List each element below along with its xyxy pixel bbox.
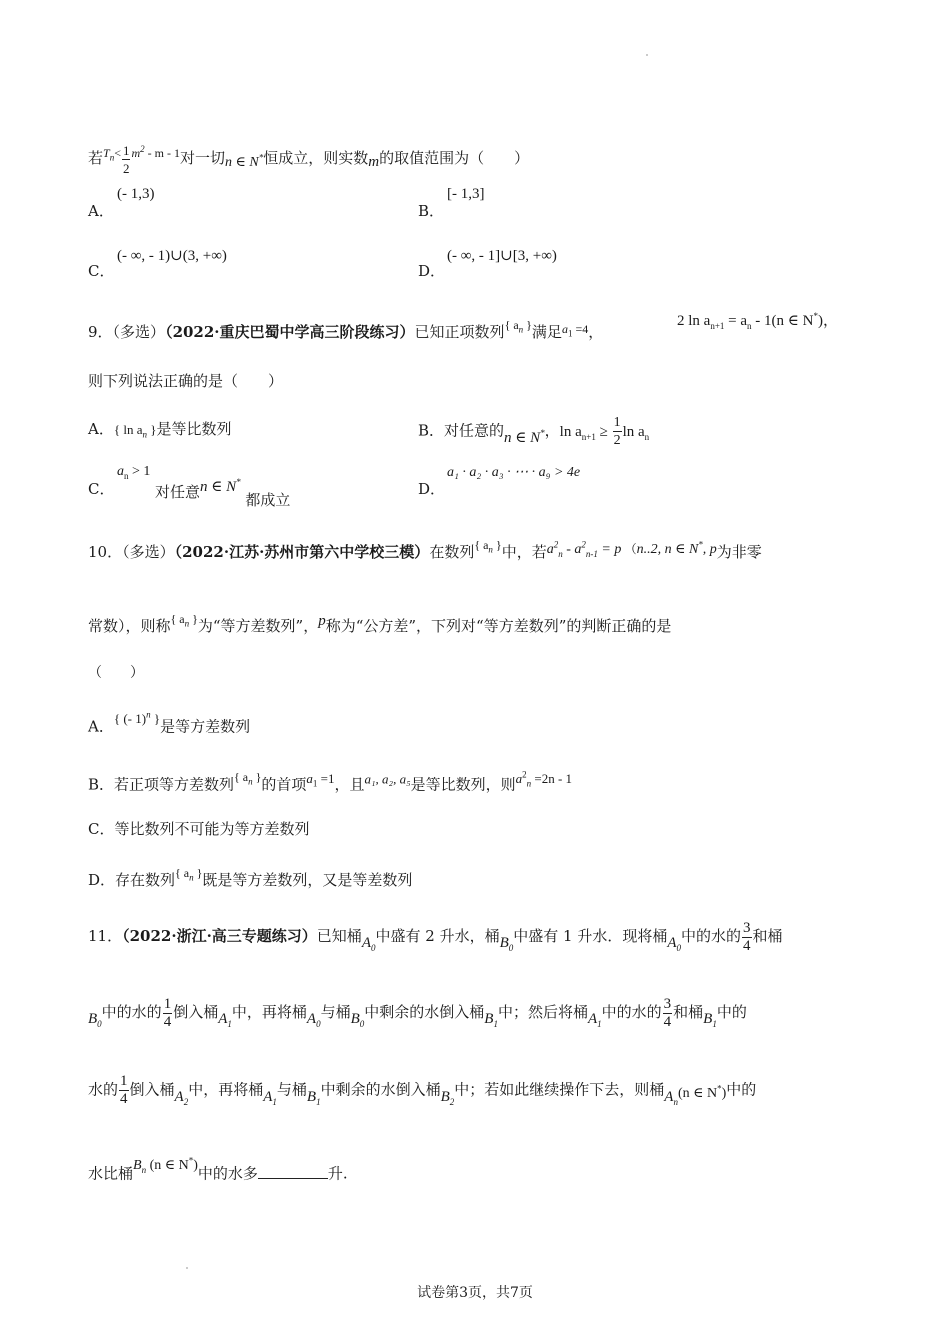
q8-option-c[interactable]: C． <box>88 262 115 280</box>
page-dot <box>186 1267 188 1269</box>
q11-line1: 11．（2022·浙江·高三专题练习）已知桶$A_0$中盛有 2 升水，桶$B_0$中盛有 1 升水．现将桶$A_0$中的水的 $\frac{3}{4}$ 和桶 <box>88 919 783 954</box>
fraction-three-quarters: $\frac{3}{4}$ <box>663 995 672 1030</box>
q9-option-c-text: 对任意n ∈ N* 都成立 <box>155 477 291 509</box>
fraction-half: $\frac{1}{2}$ <box>122 142 130 176</box>
q9-option-c-math: $a_n > 1$ <box>117 464 151 481</box>
fraction-three-quarters: $\frac{3}{4}$ <box>743 919 751 954</box>
q8-stem: 若$^{T_n<}$ $\frac{1}{2}$ $^{m^2}$ $^{- m - 1}$对一切n ∈ N*恒成立，则实数m的取值范围为（ ） <box>88 142 530 176</box>
q9-option-b[interactable]: B．对任意的n ∈ N*，$\ln a_{n+1}$ ≥ $\frac{1}{2}$ $\ln a_n$ <box>418 415 650 448</box>
q9-stem-line2: 则下列说法正确的是（ ） <box>88 372 284 390</box>
q9-option-c[interactable]: C． <box>88 480 115 498</box>
q10-stem-line2: 常数），则称$^{\{ a_n \}}$为“等方差数列”，p称为“公方差”，下列对“等方差数列”的判断正确的是 <box>88 612 672 635</box>
q10-stem: 10．（多选）（2022·江苏·苏州市第六中学校三模）在数列$^{\{ a_n \}}$中，若$a^2_n - a^2_{n-1} = p$ （n..2, n ∈ N*, p为非零 <box>88 538 762 561</box>
fraction-one-quarter: $\frac{1}{4}$ <box>120 1073 128 1108</box>
q8-option-d-math: (- ∞, - 1]∪[3, +∞) <box>447 248 557 264</box>
answer-blank[interactable] <box>258 1164 328 1179</box>
q10-option-d[interactable]: D．存在数列$^{\{ a_n \}}$既是等方差数列，又是等差数列 <box>88 866 413 889</box>
q8-option-d[interactable]: D． <box>418 262 446 280</box>
q10-option-b[interactable]: B．若正项等方差数列$^{\{ a_n \}}$的首项$a_1 =1$，且a₁, a₂, a₅是等比数列，则$a^2_n =2n - 1$ <box>88 770 573 794</box>
q9-option-d-math: a₁ · a₂ · a₃ · ⋯ · a₉ > 4e <box>447 465 581 480</box>
page-footer: 试卷第3页，共7页 <box>417 1285 533 1301</box>
q10-option-a[interactable]: A．{ (- 1)$^n$ }是等方差数列 <box>88 710 251 736</box>
q11-line2: $B_0$中的水的 $\frac{1}{4}$ 倒入桶$A_1$中，再将桶$A_0$与桶$B_0$中剩余的水倒入桶$B_1$中；然后将桶$A_1$中的水的 $\frac{3}{4}$ 和桶$B_1$中的 <box>88 995 747 1030</box>
q9-recurrence: 2 $\ln a_{n+1} = a_n - 1(n$ ∈ N*)， <box>677 311 838 331</box>
page-dot <box>646 54 648 56</box>
q8-option-a[interactable]: A． <box>88 202 114 220</box>
q8-option-c-math: (- ∞, - 1)∪(3, +∞) <box>117 248 227 264</box>
q8-option-b-math: [- 1,3] <box>447 186 485 202</box>
q9-option-a[interactable]: A．{ $\ln a_n$ }是等比数列 <box>88 420 232 440</box>
q9-option-d[interactable]: D． <box>418 480 446 498</box>
q8-option-b[interactable]: B． <box>418 202 445 220</box>
fraction-half: $\frac{1}{2}$ <box>613 415 621 448</box>
fraction-one-quarter: $\frac{1}{4}$ <box>163 995 172 1030</box>
q9-stem: 9．（多选）（2022·重庆巴蜀中学高三阶段练习）已知正项数列$^{\{ a_n \}}$满足$^{a_1 =4}$， <box>88 318 604 341</box>
q10-option-c[interactable]: C．等比数列不可能为等方差数列 <box>88 820 310 838</box>
q11-line3: 水的 $\frac{1}{4}$ 倒入桶$A_2$中，再将桶$A_1$与桶$B_1$中剩余的水倒入桶$B_2$中；若如此继续操作下去，则桶$A_n(n$ ∈ N*)中的 <box>88 1073 757 1108</box>
q8-option-a-math: (- 1,3) <box>117 186 155 202</box>
q11-line4: 水比桶$B_n$ (n ∈ N*)中的水多 升. <box>88 1155 348 1183</box>
q10-stem-line3: （ ） <box>88 665 144 681</box>
